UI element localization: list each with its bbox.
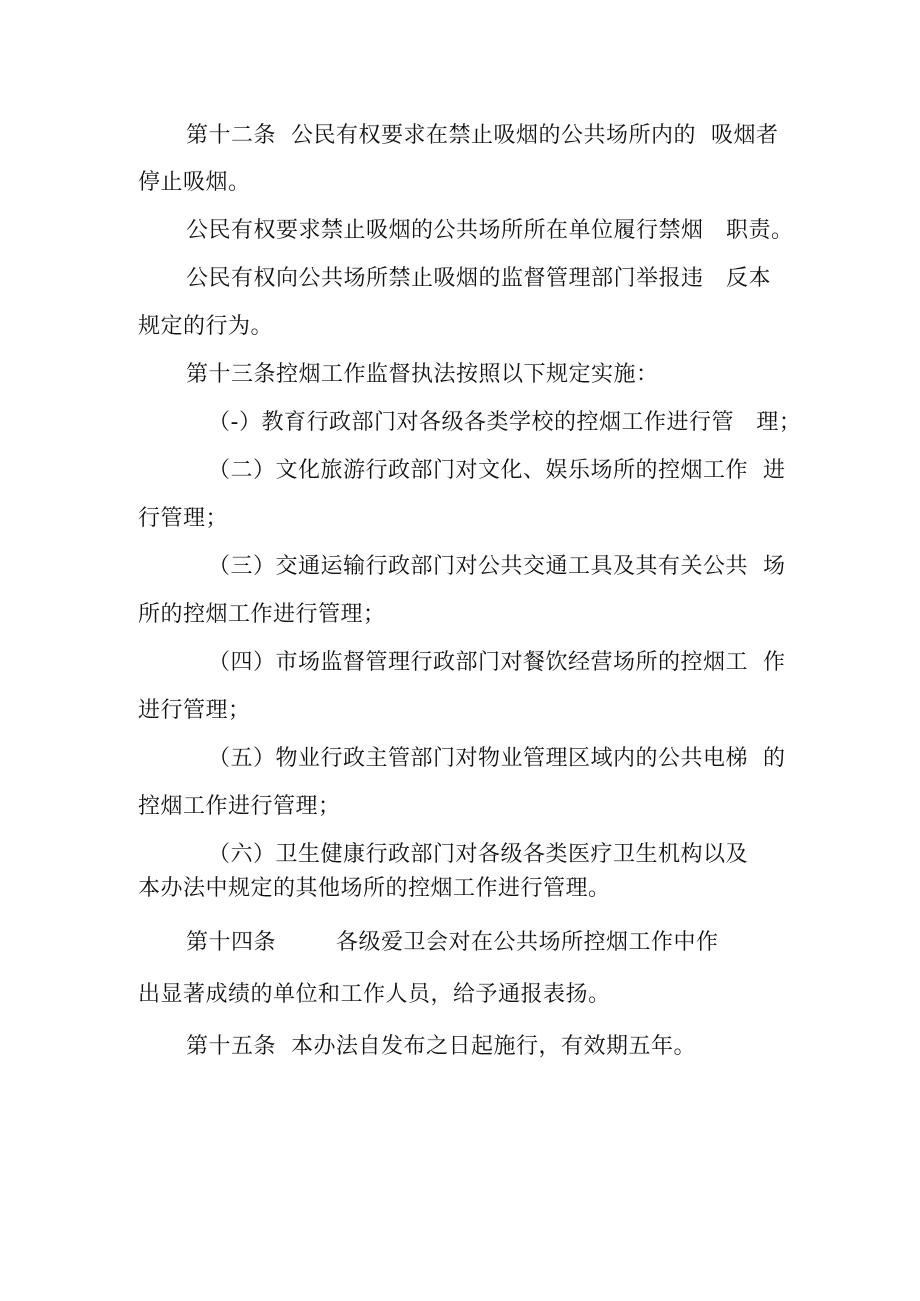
article-13-item-2-line-1: （二）文化旅游行政部门对文化、娱乐场所的控烟工作 进: [208, 458, 786, 483]
article-13-item-4-line-1: （四）市场监督管理行政部门对餐饮经营场所的控烟工 作: [208, 650, 786, 675]
article-13-item-6-line-1: （六）卫生健康行政部门对各级各类医疗卫生机构以及: [208, 842, 749, 867]
article-13-heading: 第十三条控烟工作监督执法按照以下规定实施：: [186, 362, 659, 387]
article-13-item-3-line-2: 所的控烟工作进行管理；: [138, 602, 386, 627]
article-13-item-1: （-）教育行政部门对各级各类学校的控烟工作进行管 理；: [208, 410, 802, 435]
article-14-line-2: 出显著成绩的单位和工作人员，给予通报表扬。: [138, 982, 611, 1007]
article-13-item-3-line-1: （三）交通运输行政部门对公共交通工具及其有关公共 场: [208, 554, 786, 579]
article-14-line-1: 第十四条 各级爱卫会对在公共场所控烟工作中作: [186, 930, 719, 955]
article-12-para-3-line-1: 公民有权向公共场所禁止吸烟的监督管理部门举报违 反本: [186, 266, 771, 291]
article-12-line-1: 第十二条 公民有权要求在禁止吸烟的公共场所内的 吸烟者: [186, 123, 779, 148]
article-13-item-5-line-2: 控烟工作进行管理；: [138, 794, 341, 819]
article-12-para-2: 公民有权要求禁止吸烟的公共场所所在单位履行禁烟 职责。: [186, 218, 794, 243]
article-13-item-4-line-2: 进行管理；: [138, 698, 251, 723]
article-13-item-6-line-2: 本办法中规定的其他场所的控烟工作进行管理。: [138, 876, 611, 901]
article-13-item-5-line-1: （五）物业行政主管部门对物业管理区域内的公共电梯 的: [208, 746, 786, 771]
article-13-item-2-line-2: 行管理；: [138, 506, 229, 531]
article-12-para-3-line-2: 规定的行为。: [138, 314, 274, 339]
article-12-line-2: 停止吸烟。: [138, 170, 251, 195]
article-15: 第十五条 本办法自发布之日起施行，有效期五年。: [186, 1034, 696, 1059]
